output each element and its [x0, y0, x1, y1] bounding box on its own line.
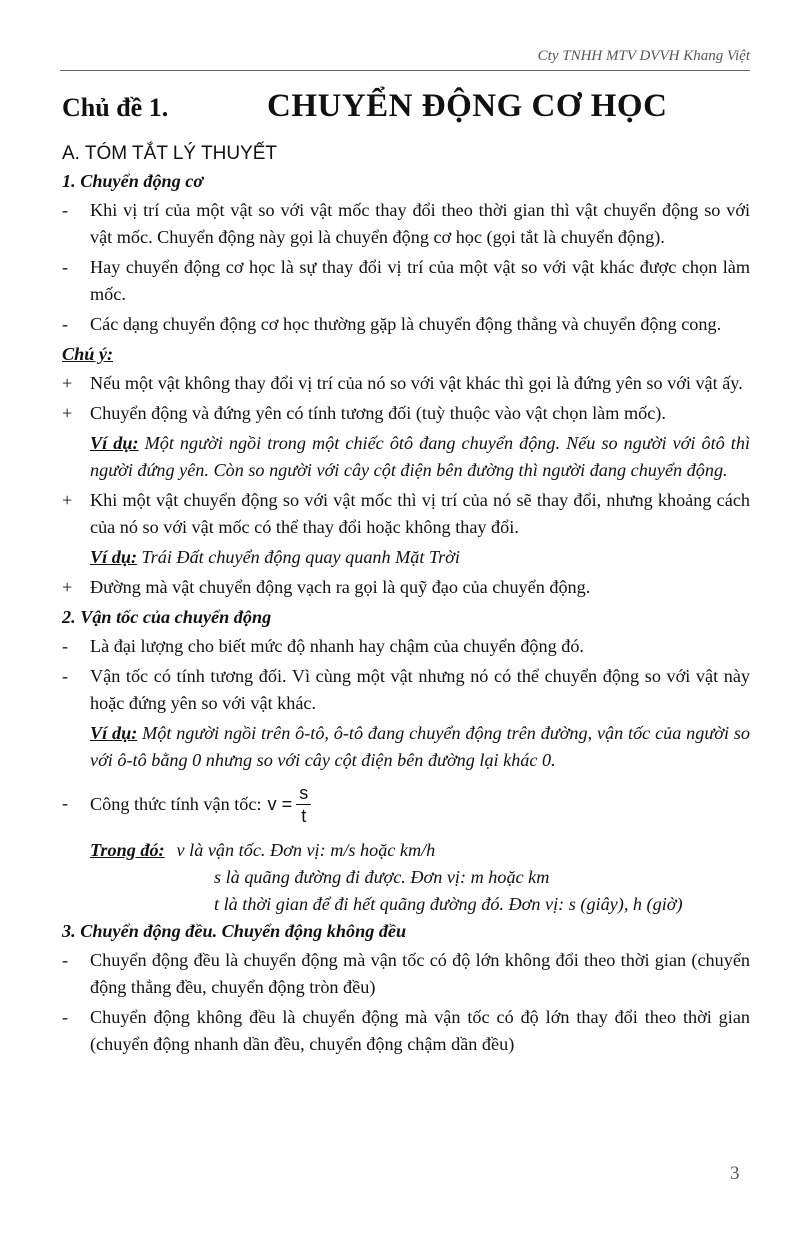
- formula-lhs: v =: [267, 793, 293, 814]
- list-item: - Vận tốc có tính tương đối. Vì cùng một vật nhưng nó có thể chuyển động so với vật này hoặc đứng yên so với vật khác.: [62, 663, 750, 717]
- document-body: [62, 140, 750, 1061]
- example-label: Ví dụ:: [90, 433, 139, 453]
- note-item: + Nếu một vật không thay đổi vị trí của nó so với vật khác thì gọi là đứng yên so với vật ấy.: [62, 370, 750, 397]
- dash-marker: -: [62, 950, 69, 970]
- legend-line: t là thời gian để đi hết quãng đường đó. Đơn vị: s (giây), h (giờ): [214, 894, 683, 914]
- topic-title: CHUYỂN ĐỘNG CƠ HỌC: [267, 88, 668, 124]
- list-item: - Chuyển động đều là chuyển động mà vận tốc có độ lớn không đổi theo thời gian (chuyển động thẳng đều, chuyển động tròn đều): [62, 947, 750, 1001]
- list-item: - Là đại lượng cho biết mức độ nhanh hay chậm của chuyển động đó.: [62, 633, 750, 660]
- plus-marker: +: [62, 373, 73, 393]
- fraction-numerator: s: [296, 782, 311, 805]
- note-heading: Chú ý:: [62, 344, 114, 364]
- dash-marker: -: [62, 636, 69, 656]
- dash-marker: -: [62, 257, 69, 277]
- section-3-heading: 3. Chuyển động đều. Chuyển động không đều: [62, 921, 407, 941]
- section-2-heading: 2. Vận tốc của chuyển động: [62, 607, 272, 627]
- legend-line: v là vận tốc. Đơn vị: m/s hoặc km/h: [176, 840, 436, 860]
- formula-fraction: [296, 782, 311, 827]
- dash-marker: -: [62, 666, 69, 686]
- dash-marker: -: [62, 793, 69, 813]
- header-divider: [60, 70, 750, 71]
- plus-marker: +: [62, 403, 73, 423]
- fraction-denominator: t: [301, 805, 307, 826]
- list-item: - Khi vị trí của một vật so với vật mốc thay đổi theo thời gian thì vật chuyển động so với vật mốc. Chuyển động này gọi là chuyển động cơ học (gọi tắt là chuyển động).: [62, 197, 750, 251]
- list-item: - Chuyển động không đều là chuyển động mà vận tốc có độ lớn thay đổi theo thời gian (chuyển động nhanh dần đều, chuyển động chậm dần đều): [62, 1004, 750, 1058]
- topic-label: Chủ đề 1.: [62, 93, 169, 122]
- formula-label: Công thức tính vận tốc:: [90, 793, 262, 814]
- page-header: Cty TNHH MTV DVVH Khang Việt: [537, 48, 750, 64]
- list-item: - Các dạng chuyển động cơ học thường gặp là chuyển động thẳng và chuyển động cong.: [62, 311, 750, 338]
- section-a-heading: A. TÓM TẮT LÝ THUYẾT: [62, 143, 278, 164]
- page-number: 3: [730, 1163, 740, 1184]
- formula-legend: [62, 837, 750, 918]
- dash-marker: -: [62, 200, 69, 220]
- example-block: Ví dụ: Trái Đất chuyển động quay quanh Mặt Trời: [90, 547, 460, 567]
- note-item: + Đường mà vật chuyển động vạch ra gọi là quỹ đạo của chuyển động.: [62, 574, 750, 601]
- note-item: + Khi một vật chuyển động so với vật mốc thì vị trí của nó sẽ thay đổi, nhưng khoảng cách của nó so với vật mốc có thể thay đổi hoặc không thay đổi.: [62, 487, 750, 541]
- plus-marker: +: [62, 577, 73, 597]
- dash-marker: -: [62, 1007, 69, 1027]
- example-block: Ví dụ: Một người ngồi trong một chiếc ôtô đang chuyển động. Nếu so người với ôtô thì người đứng yên. Còn so người với cây cột điện bên đường thì người đang chuyển động.: [90, 433, 750, 480]
- list-item: - Hay chuyển động cơ học là sự thay đổi vị trí của một vật so với vật khác được chọn làm mốc.: [62, 254, 750, 308]
- dash-marker: -: [62, 314, 69, 334]
- legend-line: s là quãng đường đi được. Đơn vị: m hoặc km: [214, 867, 550, 887]
- example-block: Ví dụ: Một người ngồi trên ô-tô, ô-tô đang chuyển động trên đường, vận tốc của người so với ô-tô bằng 0 nhưng so với cây cột điện bên đường lại khác 0.: [90, 723, 750, 770]
- page-title: [62, 88, 762, 125]
- note-item: + Chuyển động và đứng yên có tính tương đối (tuỳ thuộc vào vật chọn làm mốc).: [62, 400, 750, 427]
- example-label: Ví dụ:: [90, 547, 137, 567]
- where-label: Trong đó:: [90, 840, 165, 860]
- example-label: Ví dụ:: [90, 723, 138, 743]
- plus-marker: +: [62, 490, 73, 510]
- section-1-heading: 1. Chuyển động cơ: [62, 171, 204, 191]
- velocity-formula: [62, 777, 750, 831]
